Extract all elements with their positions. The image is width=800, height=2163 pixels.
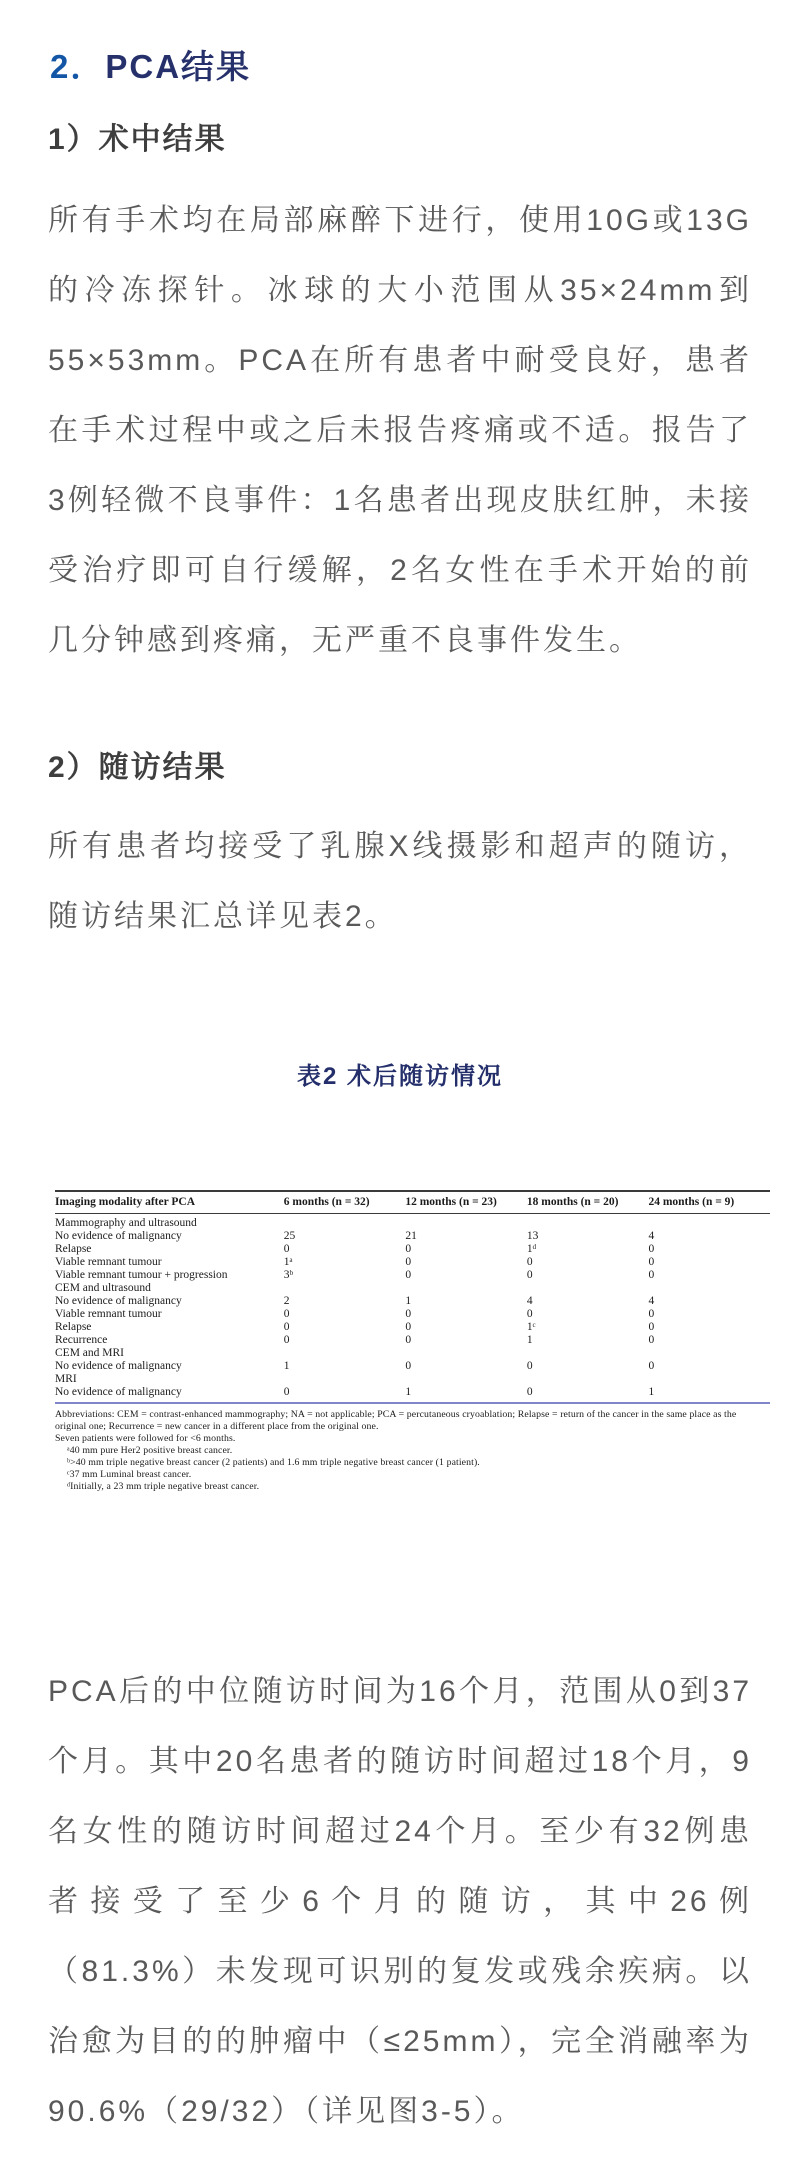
table-column-header: 18 months (n = 20): [527, 1191, 649, 1214]
row-value: 1: [648, 1386, 655, 1398]
row-value: 0: [526, 1256, 533, 1268]
row-value: 21: [405, 1230, 417, 1242]
row-value: 0: [648, 1269, 655, 1281]
row-label: Relapse: [55, 1243, 92, 1255]
row-value: 0: [405, 1321, 412, 1333]
page-title-number: 2．: [50, 48, 106, 85]
table-data-row: [55, 1269, 770, 1282]
row-value: [284, 1214, 406, 1231]
page-title: [50, 46, 752, 88]
row-value: [405, 1282, 527, 1295]
row-label: No evidence of malignancy: [55, 1360, 182, 1372]
row-value: [405, 1373, 527, 1386]
table-data-row: [55, 1230, 770, 1243]
table-section-row: [55, 1214, 770, 1231]
row-value: 1ᵃ: [283, 1256, 293, 1268]
table-footnotes: [55, 1409, 770, 1493]
row-value: 0: [648, 1360, 655, 1372]
row-value: 0: [283, 1386, 290, 1398]
followup-table-figure: [55, 1190, 770, 1493]
row-label: No evidence of malignancy: [55, 1295, 182, 1307]
row-value: [405, 1347, 527, 1360]
row-value: 2: [283, 1295, 290, 1307]
table-footnote: Abbreviations: CEM = contrast-enhanced mammography; NA = not applicable; PCA = percutaneous cryoablation; Relapse = return of the cancer in the same place as the original one; Recurrence = new cancer in a different place from the original one.: [55, 1409, 737, 1432]
row-value: 4: [526, 1295, 533, 1307]
row-value: [648, 1282, 770, 1295]
table-data-row: [55, 1243, 770, 1256]
row-value: 0: [648, 1334, 655, 1346]
row-value: 13: [526, 1230, 539, 1242]
table-footnote: ᶜ37 mm Luminal breast cancer.: [67, 1469, 192, 1480]
table-data-row: [55, 1256, 770, 1269]
table-column-header: 24 months (n = 9): [648, 1191, 770, 1214]
row-value: 4: [648, 1230, 655, 1242]
table-section-row: [55, 1282, 770, 1295]
row-value: [527, 1282, 649, 1295]
section-heading-intraoperative: 1）术中结果: [48, 123, 227, 156]
row-value: 0: [405, 1360, 412, 1372]
row-value: 4: [648, 1295, 655, 1307]
row-value: 0: [405, 1308, 412, 1320]
row-label: Recurrence: [55, 1334, 108, 1346]
row-value: [405, 1214, 527, 1231]
row-label: Relapse: [55, 1321, 92, 1333]
row-value: [648, 1347, 770, 1360]
row-value: 25: [283, 1230, 296, 1242]
page-title-text: PCA结果: [105, 48, 252, 85]
row-label: Viable remnant tumour: [55, 1256, 162, 1268]
row-value: [648, 1214, 770, 1231]
row-value: [527, 1214, 649, 1231]
row-value: [527, 1347, 649, 1360]
row-label: Viable remnant tumour + progression: [55, 1269, 228, 1281]
table-column-header: 6 months (n = 32): [284, 1191, 406, 1214]
table-header-row: [55, 1191, 770, 1214]
row-value: 1: [405, 1295, 412, 1307]
row-value: 1: [405, 1386, 412, 1398]
row-value: 0: [283, 1334, 290, 1346]
row-value: 0: [526, 1360, 533, 1372]
table-data-row: [55, 1308, 770, 1321]
row-value: 3ᵇ: [283, 1269, 294, 1281]
row-value: 0: [526, 1269, 533, 1281]
row-value: 0: [526, 1308, 533, 1320]
row-value: 0: [283, 1321, 290, 1333]
paragraph-followup-results: PCA后的中位随访时间为16个月，范围从0到37个月。其中20名患者的随访时间超过18个月，9名女性的随访时间超过24个月。至少有32例患者接受了至少6个月的随访，其中26例（81.3%）未发现可识别的复发或残余疾病。以治愈为目的的肿瘤中（≤25mm），完全消融率为90.6%（29/32）（详见图3-5）。: [48, 1675, 752, 2128]
row-value: 0: [526, 1386, 533, 1398]
row-value: [648, 1373, 770, 1386]
row-value: [284, 1373, 406, 1386]
table-footnote: ᵃ40 mm pure Her2 positive breast cancer.: [67, 1445, 233, 1456]
row-value: 1: [283, 1360, 290, 1372]
row-value: 0: [283, 1243, 290, 1255]
table-footnote: ᵈInitially, a 23 mm triple negative breast cancer.: [67, 1481, 260, 1492]
row-value: 0: [283, 1308, 290, 1320]
document-content: [0, 46, 800, 2147]
table-data-row: [55, 1321, 770, 1334]
paragraph-intraoperative-results: 所有手术均在局部麻醉下进行，使用10G或13G的冷冻探针。冰球的大小范围从35×24mm到55×53mm。PCA在所有患者中耐受良好，患者在手术过程中或之后未报告疼痛或不适。报告了3例轻微不良事件：1名患者出现皮肤红肿，未接受治疗即可自行缓解，2名女性在手术开始的前几分钟感到疼痛，无严重不良事件发生。: [48, 204, 752, 657]
followup-table: [55, 1190, 770, 1404]
row-value: 0: [405, 1243, 412, 1255]
row-value: 0: [648, 1243, 655, 1255]
table-section-row: [55, 1373, 770, 1386]
row-value: 0: [405, 1269, 412, 1281]
table-column-header: 12 months (n = 23): [405, 1191, 527, 1214]
row-value: 0: [405, 1334, 412, 1346]
row-label: Mammography and ultrasound: [55, 1217, 197, 1229]
row-value: 0: [648, 1321, 655, 1333]
table-data-row: [55, 1295, 770, 1308]
table-column-header: Imaging modality after PCA: [55, 1191, 284, 1214]
row-value: 0: [405, 1256, 412, 1268]
table-data-row: [55, 1334, 770, 1347]
row-value: [527, 1373, 649, 1386]
row-value: 0: [648, 1256, 655, 1268]
row-label: CEM and MRI: [55, 1347, 124, 1359]
row-label: No evidence of malignancy: [55, 1230, 182, 1242]
row-label: Viable remnant tumour: [55, 1308, 162, 1320]
row-label: CEM and ultrasound: [55, 1282, 151, 1294]
paragraph-followup-intro: 所有患者均接受了乳腺X线摄影和超声的随访，随访结果汇总详见表2。: [48, 830, 752, 933]
row-label: No evidence of malignancy: [55, 1386, 182, 1398]
table-footnote: Seven patients were followed for <6 months.: [55, 1433, 236, 1444]
table-data-row: [55, 1360, 770, 1373]
section-heading-followup: 2）随访结果: [48, 751, 227, 784]
row-value: 1ᶜ: [526, 1321, 536, 1333]
row-value: [284, 1282, 406, 1295]
row-label: MRI: [55, 1373, 77, 1385]
table-footnote: ᵇ>40 mm triple negative breast cancer (2 patients) and 1.6 mm triple negative breast cancer (1 patient).: [67, 1457, 480, 1468]
table-section-row: [55, 1347, 770, 1360]
row-value: 1ᵈ: [526, 1243, 537, 1255]
table-caption: 表2 术后随访情况: [296, 1063, 503, 1090]
row-value: 0: [648, 1308, 655, 1320]
row-value: 1: [526, 1334, 533, 1346]
table-data-row: [55, 1386, 770, 1403]
row-value: [284, 1347, 406, 1360]
